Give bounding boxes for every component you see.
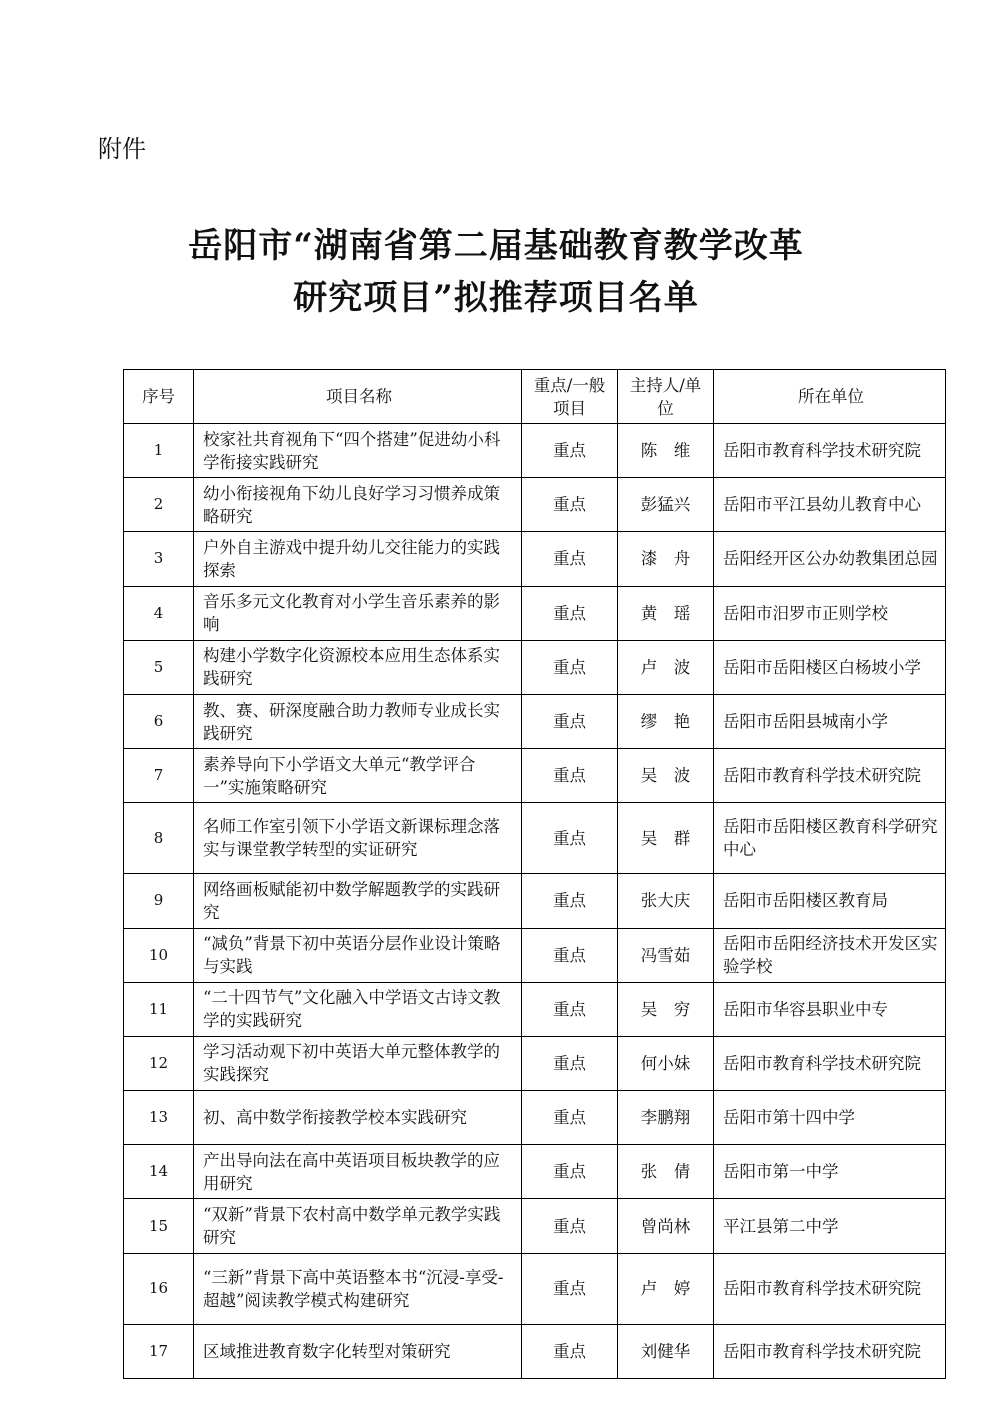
- unit-cell: 岳阳市第十四中学: [714, 1091, 946, 1145]
- header-serial-number: 序号: [124, 370, 194, 424]
- project-type-cell: 重点: [522, 1145, 618, 1199]
- host-cell: 张大庆: [618, 874, 714, 928]
- project-name-cell: 构建小学数字化资源校本应用生态体系实践研究: [194, 640, 522, 694]
- table-row: [124, 424, 946, 478]
- table-row: [124, 928, 946, 982]
- project-name-cell: 校家社共育视角下“四个搭建”促进幼小科学衔接实践研究: [194, 424, 522, 478]
- project-type-cell: 重点: [522, 1253, 618, 1324]
- unit-cell: 岳阳市汨罗市正则学校: [714, 586, 946, 640]
- table-row: [124, 532, 946, 586]
- serial-number-cell: 2: [124, 478, 194, 532]
- header-unit: 所在单位: [714, 370, 946, 424]
- unit-cell: 岳阳经开区公办幼教集团总园: [714, 532, 946, 586]
- unit-cell: 岳阳市岳阳楼区教育科学研究中心: [714, 803, 946, 874]
- unit-cell: 平江县第二中学: [714, 1199, 946, 1253]
- unit-cell: 岳阳市平江县幼儿教育中心: [714, 478, 946, 532]
- project-name-cell: “二十四节气”文化融入中学语文古诗文教学的实践研究: [194, 982, 522, 1036]
- table-row: [124, 1036, 946, 1090]
- unit-cell: 岳阳市教育科学技术研究院: [714, 1253, 946, 1324]
- table-row: [124, 1324, 946, 1378]
- table-header-row: [124, 370, 946, 424]
- unit-cell: 岳阳市岳阳楼区教育局: [714, 874, 946, 928]
- unit-cell: 岳阳市教育科学技术研究院: [714, 749, 946, 803]
- serial-number-cell: 7: [124, 749, 194, 803]
- serial-number-cell: 11: [124, 982, 194, 1036]
- serial-number-cell: 5: [124, 640, 194, 694]
- project-type-cell: 重点: [522, 1199, 618, 1253]
- project-type-cell: 重点: [522, 982, 618, 1036]
- host-cell: 漆 舟: [618, 532, 714, 586]
- table-body: [124, 424, 946, 1379]
- project-type-cell: 重点: [522, 928, 618, 982]
- serial-number-cell: 1: [124, 424, 194, 478]
- project-name-cell: 教、赛、研深度融合助力教师专业成长实践研究: [194, 694, 522, 748]
- project-type-cell: 重点: [522, 749, 618, 803]
- project-name-cell: 名师工作室引领下小学语文新课标理念落实与课堂教学转型的实证研究: [194, 803, 522, 874]
- unit-cell: 岳阳市岳阳经济技术开发区实验学校: [714, 928, 946, 982]
- unit-cell: 岳阳市岳阳楼区白杨坡小学: [714, 640, 946, 694]
- serial-number-cell: 10: [124, 928, 194, 982]
- project-type-cell: 重点: [522, 1324, 618, 1378]
- project-type-cell: 重点: [522, 1091, 618, 1145]
- project-type-cell: 重点: [522, 803, 618, 874]
- serial-number-cell: 9: [124, 874, 194, 928]
- serial-number-cell: 8: [124, 803, 194, 874]
- unit-cell: 岳阳市教育科学技术研究院: [714, 1324, 946, 1378]
- unit-cell: 岳阳市第一中学: [714, 1145, 946, 1199]
- host-cell: 彭猛兴: [618, 478, 714, 532]
- host-cell: 陈 维: [618, 424, 714, 478]
- project-type-cell: 重点: [522, 424, 618, 478]
- project-type-cell: 重点: [522, 1036, 618, 1090]
- table-row: [124, 1199, 946, 1253]
- table-header: [124, 370, 946, 424]
- unit-cell: 岳阳市岳阳县城南小学: [714, 694, 946, 748]
- host-cell: 黄 瑶: [618, 586, 714, 640]
- project-type-cell: 重点: [522, 478, 618, 532]
- table-row: [124, 803, 946, 874]
- serial-number-cell: 14: [124, 1145, 194, 1199]
- project-type-cell: 重点: [522, 694, 618, 748]
- project-name-cell: 学习活动观下初中英语大单元整体教学的实践探究: [194, 1036, 522, 1090]
- table-row: [124, 1253, 946, 1324]
- table-row: [124, 749, 946, 803]
- serial-number-cell: 3: [124, 532, 194, 586]
- table-row: [124, 874, 946, 928]
- table-row: [124, 478, 946, 532]
- table-row: [124, 640, 946, 694]
- serial-number-cell: 16: [124, 1253, 194, 1324]
- project-type-cell: 重点: [522, 532, 618, 586]
- project-list-table: [123, 369, 946, 1379]
- host-cell: 曾尚林: [618, 1199, 714, 1253]
- attachment-label: 附件: [98, 135, 146, 163]
- project-name-cell: “双新”背景下农村高中数学单元教学实践研究: [194, 1199, 522, 1253]
- serial-number-cell: 13: [124, 1091, 194, 1145]
- serial-number-cell: 4: [124, 586, 194, 640]
- serial-number-cell: 6: [124, 694, 194, 748]
- unit-cell: 岳阳市教育科学技术研究院: [714, 424, 946, 478]
- project-name-cell: “三新”背景下高中英语整本书“沉浸-享受-超越”阅读教学模式构建研究: [194, 1253, 522, 1324]
- project-type-cell: 重点: [522, 874, 618, 928]
- host-cell: 吴 波: [618, 749, 714, 803]
- table-row: [124, 694, 946, 748]
- host-cell: 刘健华: [618, 1324, 714, 1378]
- project-name-cell: 区域推进教育数字化转型对策研究: [194, 1324, 522, 1378]
- project-name-cell: “减负”背景下初中英语分层作业设计策略与实践: [194, 928, 522, 982]
- host-cell: 何小妹: [618, 1036, 714, 1090]
- host-cell: 吴 群: [618, 803, 714, 874]
- table-row: [124, 1145, 946, 1199]
- project-name-cell: 素养导向下小学语文大单元“教学评合一”实施策略研究: [194, 749, 522, 803]
- project-name-cell: 初、高中数学衔接教学校本实践研究: [194, 1091, 522, 1145]
- project-type-cell: 重点: [522, 586, 618, 640]
- document-title-line-2: 研究项目”拟推荐项目名单: [293, 278, 699, 318]
- project-name-cell: 幼小衔接视角下幼儿良好学习习惯养成策略研究: [194, 478, 522, 532]
- document-title-line-1: 岳阳市“湖南省第二届基础教育教学改革: [188, 226, 804, 266]
- table-row: [124, 982, 946, 1036]
- host-cell: 卢 婷: [618, 1253, 714, 1324]
- host-cell: 吴 穷: [618, 982, 714, 1036]
- project-type-cell: 重点: [522, 640, 618, 694]
- project-name-cell: 音乐多元文化教育对小学生音乐素养的影响: [194, 586, 522, 640]
- table-row: [124, 586, 946, 640]
- host-cell: 李鹏翔: [618, 1091, 714, 1145]
- unit-cell: 岳阳市华容县职业中专: [714, 982, 946, 1036]
- header-host: 主持人/单位: [618, 370, 714, 424]
- header-project-type: 重点/一般项目: [522, 370, 618, 424]
- host-cell: 卢 波: [618, 640, 714, 694]
- project-name-cell: 产出导向法在高中英语项目板块教学的应用研究: [194, 1145, 522, 1199]
- unit-cell: 岳阳市教育科学技术研究院: [714, 1036, 946, 1090]
- host-cell: 张 倩: [618, 1145, 714, 1199]
- header-project-name: 项目名称: [194, 370, 522, 424]
- project-name-cell: 网络画板赋能初中数学解题教学的实践研究: [194, 874, 522, 928]
- serial-number-cell: 17: [124, 1324, 194, 1378]
- project-name-cell: 户外自主游戏中提升幼儿交往能力的实践探索: [194, 532, 522, 586]
- serial-number-cell: 12: [124, 1036, 194, 1090]
- table-row: [124, 1091, 946, 1145]
- serial-number-cell: 15: [124, 1199, 194, 1253]
- host-cell: 缪 艳: [618, 694, 714, 748]
- host-cell: 冯雪茹: [618, 928, 714, 982]
